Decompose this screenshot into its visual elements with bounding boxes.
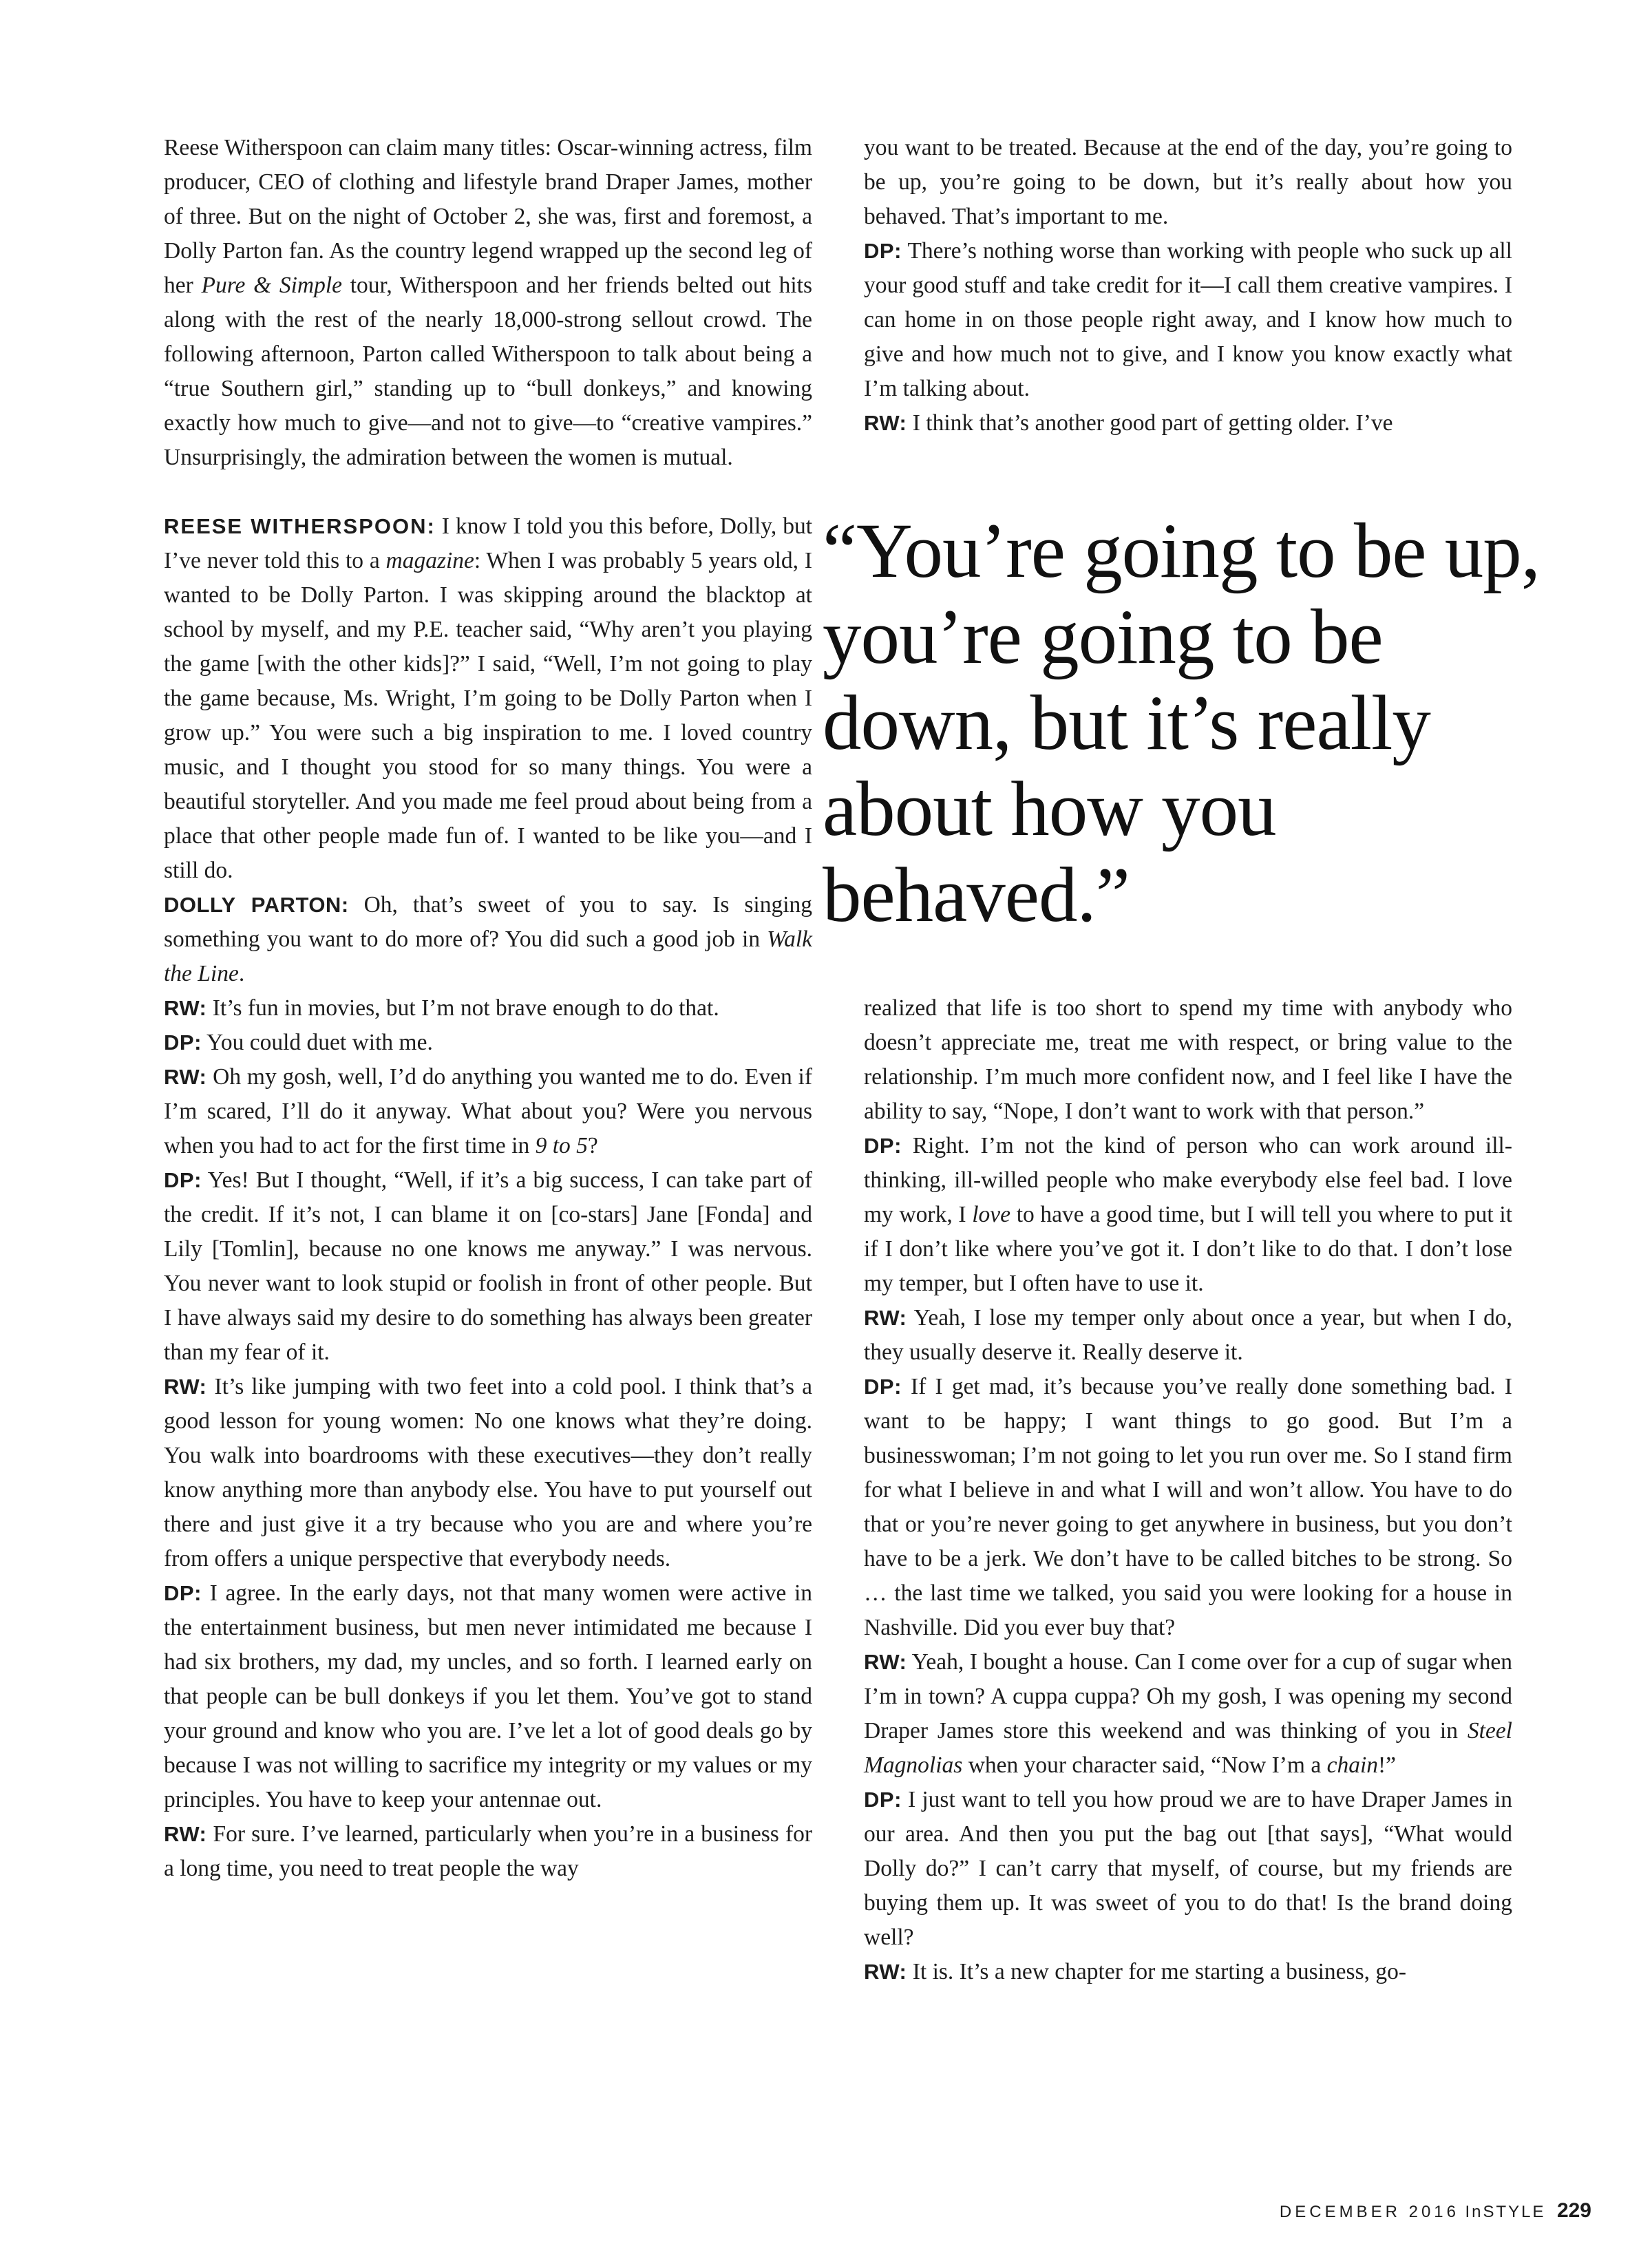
right-column-top [864,131,1512,441]
speaker-label: DOLLY PARTON: [164,893,349,917]
speaker-label: DP: [164,1168,202,1192]
right-column-bottom [864,991,1512,1989]
speaker-label: RW: [164,996,207,1020]
speaker-label: REESE WITHERSPOON: [164,514,436,538]
speaker-label: DP: [164,1581,202,1605]
exchange-paragraph [164,991,812,1026]
exchange-text: It’s like jumping with two feet into a cold pool. I think that’s a good lesson for young women: No one knows what they’re doing. You walk into boardrooms with these executives—they don’t really know anything more than anybody else. You have to put yourself out there and just give it a try because who you are and where you’re from offers a unique perspective that everybody needs. [164,1374,813,1571]
exchange-paragraph [864,234,1512,406]
exchange-paragraph [864,1301,1512,1370]
paragraph-gap [164,475,812,509]
exchange-text: It’s fun in movies, but I’m not brave enough to do that. [212,995,719,1021]
exchange-paragraph [864,1955,1512,1989]
speaker-label: RW: [864,1960,907,1984]
exchange-text: Oh my gosh, well, I’d do anything you wanted me to do. Even if I’m scared, I’ll do it anyway. What about you? Were you nervous when you had to act for the first time in 9 to 5? [164,1064,813,1158]
exchange-text: If I get mad, it’s because you’ve really done something bad. I want to be happy; I want things to go good. But I’m a businesswoman; I’m not going to let you run over me. So I stand firm for what I believe in and what I will and won’t allow. You have to do that or you’re never going to get anywhere in business, but you don’t have to be a jerk. We don’t have to be called bitches to be strong. So … the last time we talked, you said you were looking for a house in Nashville. Did you ever buy that? [864,1374,1513,1640]
exchange-text: I think that’s another good part of getting older. I’ve [912,410,1393,436]
exchange-paragraph [864,131,1512,234]
exchange-text: Yes! But I thought, “Well, if it’s a big success, I can take part of the credit. If it’s not, I can blame it on [co-stars] Jane [Fonda] and Lily [Tomlin], because no one knows me anyway.” I was nervous. You never want to look stupid or foolish in front of other people. But I have always said my desire to do something has always been greater than my fear of it. [164,1167,812,1365]
exchange-paragraph [864,406,1512,441]
magazine-name: InSTYLE [1465,2203,1546,2221]
exchange-text: you want to be treated. Because at the end of the day, you’re going to be up, you’re going to be down, but it’s really about how you behaved. That’s important to me. [864,135,1512,229]
exchange-text: There’s nothing worse than working with people who suck up all your good stuff and take credit for it—I call them creative vampires. I can home in on those people right away, and I know how much to give and how much not to give, and I know you know exactly what I’m talking about. [864,238,1512,401]
exchange-text: Yeah, I bought a house. Can I come over for a cup of sugar when I’m in town? A cuppa cuppa? Oh my gosh, I was opening my second Draper James store this weekend and was thinking of you in Steel Magnolias when your character said, “Now I’m a chain!” [864,1649,1512,1778]
exchange-paragraph [164,1370,812,1576]
exchange-paragraph [164,1817,812,1886]
exchange-paragraph [864,991,1512,1129]
exchange-paragraph [164,509,812,888]
exchange-paragraph [164,1163,812,1370]
exchange-text: I just want to tell you how proud we are to have Draper James in our area. And then you put the bag out [that says], “What would Dolly do?” I can’t carry that myself, of course, but my friends are buying them up. It was sweet of you to do that! Is the brand doing well? [864,1787,1512,1950]
intro-paragraph: Reese Witherspoon can claim many titles: Oscar-winning actress, film producer, CEO of clothing and lifestyle brand Draper James, mother of three. But on the night of October 2, she was, first and foremost, a Dolly Parton fan. As the country legend wrapped up the second leg of her Pure & Simple tour, Witherspoon and her friends belted out hits along with the rest of the nearly 18,000-strong sellout crowd. The following afternoon, Parton called Witherspoon to talk about being a “true Southern girl,” standing up to “bull donkeys,” and knowing exactly how much to give—and not to give—to “creative vampires.” Unsurprisingly, the admiration between the women is mutual. [164,135,812,470]
issue-date: DECEMBER 2016 [1279,2203,1459,2221]
left-column [164,131,812,1886]
speaker-label: DP: [164,1030,202,1055]
speaker-label: RW: [864,1306,907,1330]
pull-quote: “You’re going to be up, you’re going to be down, but it’s really about how you behaved.” [823,508,1540,938]
exchange-text: Oh, that’s sweet of you to say. Is singing something you want to do more of? You did such a good job in Walk the Line. [164,892,812,986]
exchange-paragraph [164,1060,812,1163]
exchange-paragraph [864,1783,1512,1955]
exchange-text: Yeah, I lose my temper only about once a year, but when I do, they usually deserve it. Really deserve it. [864,1305,1512,1365]
exchange-paragraph [164,1576,812,1817]
speaker-label: DP: [864,1375,902,1399]
exchange-paragraph [164,1026,812,1060]
speaker-label: DP: [864,1788,902,1812]
speaker-label: RW: [164,1065,207,1089]
exchange-paragraph [864,1645,1512,1783]
speaker-label: RW: [864,1650,907,1674]
exchange-text: I know I told you this before, Dolly, but I’ve never told this to a magazine: When I was probably 5 years old, I wanted to be Dolly Parton. I was skipping around the blacktop at school by myself, and my P.E. teacher said, “Why aren’t you playing the game [with the other kids]?” I said, “Well, I’m not going to play the game because, Ms. Wright, I’m going to be Dolly Parton when I grow up.” You were such a big inspiration to me. I loved country music, and I thought you stood for so many things. You were a beautiful storyteller. And you made me feel proud about being from a place that other people made fun of. I wanted to be like you—and I still do. [164,513,812,883]
speaker-label: RW: [164,1822,207,1846]
exchange-text: For sure. I’ve learned, particularly when you’re in a business for a long time, you need to treat people the way [164,1821,813,1881]
exchange-text: It is. It’s a new chapter for me starting a business, go- [912,1959,1407,1984]
exchange-paragraph [164,888,812,991]
page-footer [1280,2199,1591,2223]
page-number: 229 [1556,2199,1591,2222]
exchange-paragraph [864,1129,1512,1301]
exchange-text: I agree. In the early days, not that many women were active in the entertainment business, but men never intimidated me because I had six brothers, my dad, my uncles, and so forth. I learned early on that people can be bull donkeys if you let them. You’ve got to stand your ground and know who you are. I’ve let a lot of good deals go by because I was not willing to sacrifice my integrity or my values or my principles. You have to keep your antennae out. [164,1580,812,1812]
exchange-text: You could duet with me. [206,1030,433,1055]
exchange-paragraph [864,1370,1512,1645]
speaker-label: DP: [864,1134,902,1158]
speaker-label: RW: [164,1375,207,1399]
speaker-label: DP: [864,239,902,263]
exchange-text: Right. I’m not the kind of person who can work around ill-thinking, ill-willed people who make everybody else feel bad. I love my work, I love to have a good time, but I will tell you where to put it if I don’t like where you’ve got it. I don’t like to do that. I don’t lose my temper, but I often have to use it. [864,1133,1513,1296]
speaker-label: RW: [864,411,907,435]
exchange-text: realized that life is too short to spend my time with anybody who doesn’t appreciate me, treat me with respect, or bring value to the relationship. I’m much more confident now, and I feel like I have the ability to say, “Nope, I don’t want to work with that person.” [864,995,1512,1124]
